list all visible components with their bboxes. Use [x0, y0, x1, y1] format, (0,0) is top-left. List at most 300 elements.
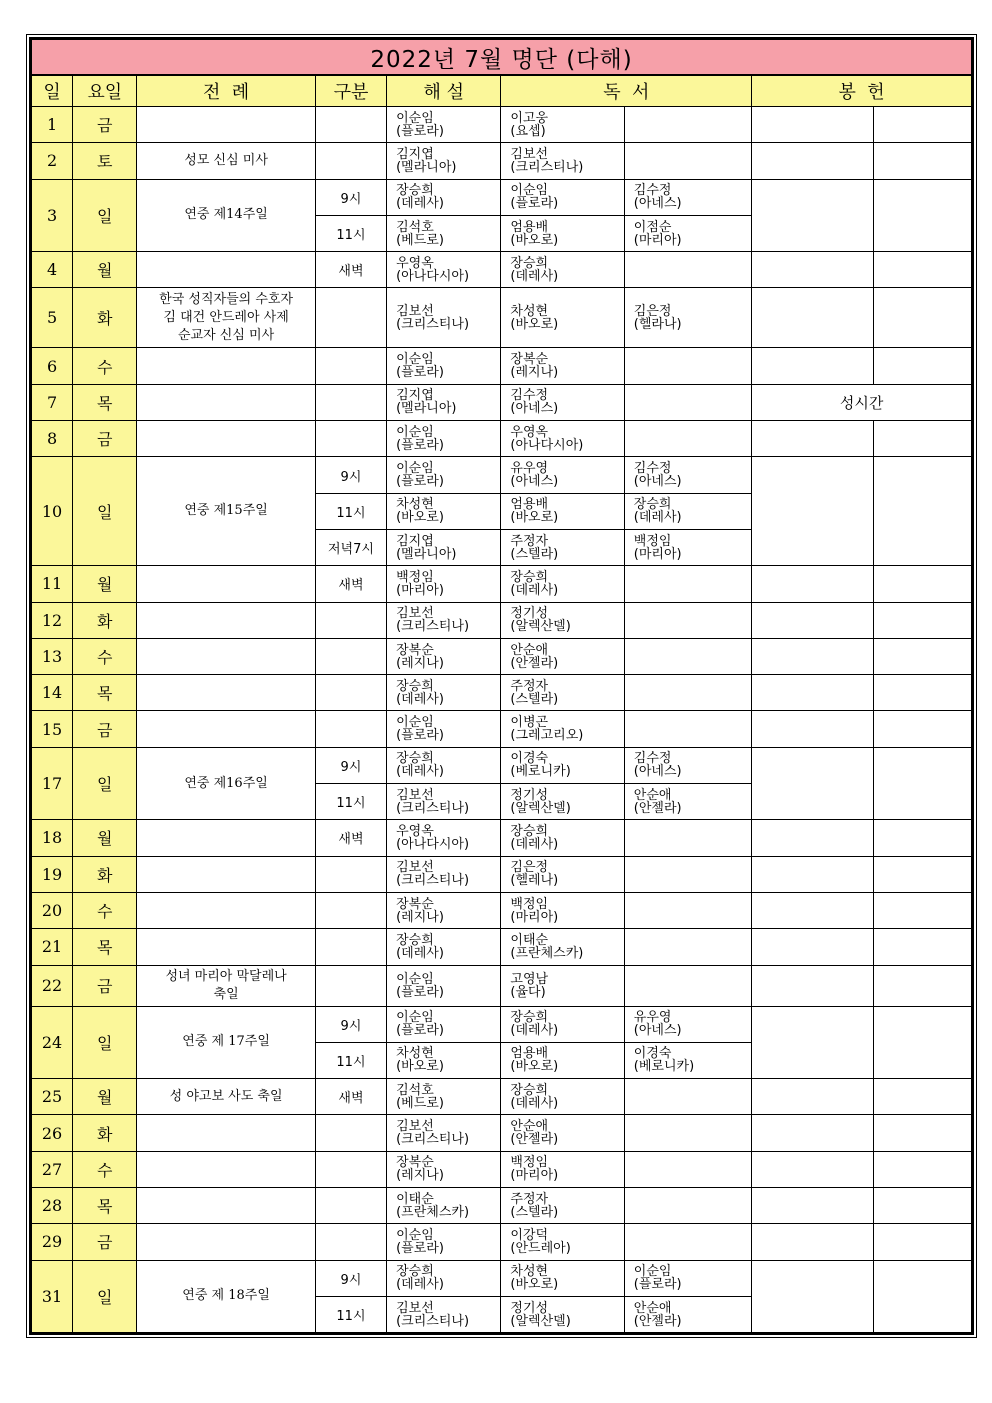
- table-row: [32, 421, 972, 457]
- table-row: [32, 1151, 972, 1187]
- person-line: (크리스티나): [396, 800, 470, 816]
- reader1-cell: [501, 1006, 624, 1042]
- person-line: 정기성: [510, 787, 549, 803]
- mass-time-cell: [315, 892, 386, 928]
- reader1-cell: [501, 179, 624, 215]
- weekday-cell: 목: [73, 929, 137, 965]
- reader1-cell: [501, 965, 624, 1006]
- commentator-cell: [387, 965, 501, 1006]
- day-cell: 14: [32, 675, 73, 711]
- mass-time-cell: 9시: [315, 747, 386, 783]
- commentator-cell: [387, 457, 501, 493]
- table-row: [32, 457, 972, 493]
- mass-time-cell: 9시: [315, 179, 386, 215]
- person-line: 장승희: [396, 183, 434, 199]
- person-line: (아네스): [633, 764, 682, 780]
- offering-cell-1: [752, 566, 873, 602]
- person-line: 이순임: [396, 1010, 434, 1026]
- person-line: (베로니카): [510, 764, 571, 780]
- person-line: 김보선: [396, 787, 434, 803]
- person-line: 엄용배: [510, 497, 549, 513]
- reader1-cell: [501, 1188, 624, 1224]
- header-liturgy: 전 례: [137, 75, 316, 107]
- person-line: (데레사): [396, 691, 444, 707]
- person-line: (알렉산델): [510, 1313, 571, 1329]
- reader1-cell: [501, 1115, 624, 1151]
- mass-time-cell: [315, 288, 386, 348]
- weekday-cell: 월: [73, 252, 137, 288]
- table-row: [32, 711, 972, 747]
- person-line: (베로니카): [633, 1059, 695, 1075]
- mass-time-cell: [315, 965, 386, 1006]
- person-line: 엄용배: [510, 1046, 549, 1062]
- mass-time-cell: 새벽: [315, 1079, 386, 1115]
- header-commentary: 해 설: [387, 75, 501, 107]
- liturgy-cell: [137, 711, 316, 747]
- person-line: 주정자: [510, 678, 549, 694]
- reader1-cell: [501, 1224, 624, 1260]
- person-line: 이경숙: [633, 1046, 672, 1062]
- table-row: [32, 1260, 972, 1296]
- person-line: 장승희: [396, 751, 434, 767]
- person-line: (마리아): [510, 909, 559, 925]
- person-line: 장승희: [396, 1264, 434, 1280]
- reader1-cell: [501, 1042, 624, 1078]
- person-line: 백정임: [510, 896, 549, 912]
- person-line: 김수정: [633, 183, 672, 199]
- person-line: (그레고리오): [510, 728, 584, 744]
- reader1-cell: [501, 493, 624, 529]
- person-line: (아나다시아): [396, 836, 470, 852]
- offering-cell-1: [752, 421, 873, 457]
- table-row: [32, 675, 972, 711]
- person-line: 안순애: [510, 1119, 549, 1135]
- person-line: 차성현: [510, 303, 549, 319]
- weekday-cell: 화: [73, 856, 137, 892]
- reader2-cell: [624, 348, 751, 384]
- weekday-cell: 금: [73, 107, 137, 143]
- mass-time-cell: 새벽: [315, 820, 386, 856]
- table-row: [32, 820, 972, 856]
- weekday-cell: 일: [73, 747, 137, 820]
- person-line: (데레사): [510, 836, 559, 852]
- person-line: (마리아): [510, 1168, 559, 1184]
- weekday-cell: 금: [73, 711, 137, 747]
- person-line: (데레사): [396, 764, 444, 780]
- weekday-cell: 일: [73, 1260, 137, 1333]
- liturgy-cell: [137, 1115, 316, 1151]
- person-line: 장승희: [510, 569, 549, 585]
- day-cell: 19: [32, 856, 73, 892]
- offering-cell-2: [873, 252, 971, 288]
- offering-cell-2: [873, 965, 971, 1006]
- person-line: 이순임: [396, 461, 434, 477]
- commentator-cell: [387, 1151, 501, 1187]
- weekday-cell: 금: [73, 965, 137, 1006]
- reader1-cell: [501, 892, 624, 928]
- table-row: [32, 638, 972, 674]
- person-line: 정기성: [510, 606, 549, 622]
- offering-cell-2: [873, 711, 971, 747]
- weekday-cell: 월: [73, 1079, 137, 1115]
- weekday-cell: 화: [73, 602, 137, 638]
- offering-cell-2: [873, 1188, 971, 1224]
- weekday-cell: 일: [73, 179, 137, 252]
- person-line: 이순임: [396, 352, 434, 368]
- liturgy-cell: [137, 1224, 316, 1260]
- offering-cell-1: [752, 892, 873, 928]
- person-line: (헬레나): [510, 873, 559, 889]
- person-line: (바오로): [510, 510, 559, 526]
- person-line: (플로라): [396, 474, 444, 490]
- person-line: (바오로): [396, 1059, 444, 1075]
- table-row: [32, 566, 972, 602]
- reader1-cell: [501, 288, 624, 348]
- table-row: [32, 1006, 972, 1042]
- person-line: 장승희: [510, 823, 549, 839]
- person-line: 김석호: [396, 1082, 434, 1098]
- liturgy-cell: 성 야고보 사도 축일: [137, 1079, 316, 1115]
- mass-time-cell: 9시: [315, 457, 386, 493]
- offering-cell-1: [752, 638, 873, 674]
- commentator-cell: [387, 215, 501, 251]
- header-day: 일: [32, 75, 73, 107]
- offering-cell-2: [873, 747, 971, 820]
- commentator-cell: [387, 929, 501, 965]
- mass-time-cell: [315, 638, 386, 674]
- reader1-cell: [501, 421, 624, 457]
- person-line: (바오로): [510, 316, 559, 332]
- day-cell: 25: [32, 1079, 73, 1115]
- mass-time-cell: [315, 711, 386, 747]
- person-line: 고영남: [510, 971, 549, 987]
- commentator-cell: [387, 1188, 501, 1224]
- commentator-cell: [387, 421, 501, 457]
- table-row: [32, 856, 972, 892]
- offering-cell-1: [752, 107, 873, 143]
- person-line: 장복순: [396, 1155, 434, 1171]
- reader2-cell: [624, 675, 751, 711]
- mass-time-cell: [315, 929, 386, 965]
- commentator-cell: [387, 1079, 501, 1115]
- mass-time-cell: [315, 107, 386, 143]
- person-line: (아네스): [510, 474, 559, 490]
- commentator-cell: [387, 820, 501, 856]
- offering-cell-1: [752, 856, 873, 892]
- liturgy-cell: [137, 638, 316, 674]
- weekday-cell: 목: [73, 1188, 137, 1224]
- offering-cell-1: [752, 348, 873, 384]
- offering-cell-1: [752, 1260, 873, 1333]
- liturgy-cell: [137, 820, 316, 856]
- reader2-cell: [624, 1296, 751, 1332]
- person-line: 이고웅: [510, 110, 549, 126]
- table-row: [32, 1188, 972, 1224]
- commentator-cell: [387, 179, 501, 215]
- liturgy-cell: 성모 신심 미사: [137, 143, 316, 179]
- offering-cell-2: [873, 1079, 971, 1115]
- person-line: 백정임: [633, 533, 672, 549]
- table-row: [32, 965, 972, 1006]
- person-line: (프란체스카): [396, 1204, 470, 1220]
- liturgy-cell: [137, 602, 316, 638]
- reader2-cell: [624, 529, 751, 565]
- day-cell: 15: [32, 711, 73, 747]
- person-line: (안젤라): [633, 800, 682, 816]
- liturgy-cell: 연중 제 17주일: [137, 1006, 316, 1079]
- reader2-cell: [624, 965, 751, 1006]
- weekday-cell: 일: [73, 457, 137, 566]
- person-line: 이순임: [396, 715, 434, 731]
- person-line: (베드로): [396, 232, 444, 248]
- person-line: 정기성: [510, 1300, 549, 1316]
- header-offering: 봉 헌: [752, 75, 972, 107]
- liturgy-cell: [137, 892, 316, 928]
- person-line: (크리스티나): [510, 159, 584, 175]
- offering-cell-1: [752, 1115, 873, 1151]
- commentator-cell: [387, 566, 501, 602]
- person-line: (헬라나): [633, 316, 682, 332]
- table-row: [32, 929, 972, 965]
- offering-cell-2: [873, 1260, 971, 1333]
- reader2-cell: [624, 892, 751, 928]
- commentator-cell: [387, 675, 501, 711]
- person-line: (마리아): [633, 546, 682, 562]
- reader1-cell: [501, 856, 624, 892]
- liturgy-cell: 연중 제14주일: [137, 179, 316, 252]
- person-line: 주정자: [510, 533, 549, 549]
- day-cell: 12: [32, 602, 73, 638]
- mass-time-cell: [315, 602, 386, 638]
- person-line: (데레사): [633, 510, 682, 526]
- mass-time-cell: [315, 1151, 386, 1187]
- day-cell: 6: [32, 348, 73, 384]
- person-line: (안젤라): [510, 1132, 559, 1148]
- reader2-cell: [624, 1042, 751, 1078]
- person-line: 이병곤: [510, 715, 549, 731]
- mass-time-cell: [315, 1188, 386, 1224]
- person-line: (마리아): [396, 582, 444, 598]
- day-cell: 31: [32, 1260, 73, 1333]
- person-line: (아네스): [510, 401, 559, 417]
- table-row: [32, 1079, 972, 1115]
- person-line: (아네스): [633, 196, 682, 212]
- offering-cell-2: [873, 675, 971, 711]
- person-line: (바오로): [396, 510, 444, 526]
- weekday-cell: 월: [73, 566, 137, 602]
- offering-cell: 성시간: [752, 384, 972, 420]
- commentator-cell: [387, 784, 501, 820]
- offering-cell-2: [873, 1151, 971, 1187]
- reader2-cell: [624, 288, 751, 348]
- offering-cell-1: [752, 1188, 873, 1224]
- person-line: 이강덕: [510, 1227, 549, 1243]
- day-cell: 26: [32, 1115, 73, 1151]
- table-row: [32, 179, 972, 215]
- reader2-cell: [624, 457, 751, 493]
- offering-cell-2: [873, 421, 971, 457]
- person-line: (스텔라): [510, 1204, 559, 1220]
- commentator-cell: [387, 747, 501, 783]
- roster-sheet: [29, 37, 974, 1335]
- table-row: [32, 747, 972, 783]
- reader2-cell: [624, 1260, 751, 1296]
- commentator-cell: [387, 252, 501, 288]
- offering-cell-1: [752, 143, 873, 179]
- person-line: (레지나): [396, 1168, 444, 1184]
- person-line: (데레사): [510, 582, 559, 598]
- reader2-cell: [624, 638, 751, 674]
- reader1-cell: [501, 384, 624, 420]
- offering-cell-2: [873, 457, 971, 566]
- reader2-cell: [624, 1115, 751, 1151]
- day-cell: 18: [32, 820, 73, 856]
- liturgy-cell: [137, 1151, 316, 1187]
- person-line: (스텔라): [510, 691, 559, 707]
- day-cell: 29: [32, 1224, 73, 1260]
- person-line: 김보선: [396, 860, 434, 876]
- person-line: 차성현: [396, 497, 434, 513]
- reader1-cell: [501, 348, 624, 384]
- day-cell: 28: [32, 1188, 73, 1224]
- person-line: (율다): [510, 984, 546, 1000]
- person-line: 장승희: [510, 1010, 549, 1026]
- person-line: 이순임: [396, 971, 434, 987]
- reader2-cell: [624, 1079, 751, 1115]
- commentator-cell: [387, 1260, 501, 1296]
- offering-cell-1: [752, 288, 873, 348]
- person-line: 장승희: [633, 497, 672, 513]
- person-line: 장복순: [510, 352, 549, 368]
- offering-cell-2: [873, 638, 971, 674]
- person-line: 김수정: [510, 388, 549, 404]
- reader2-cell: [624, 421, 751, 457]
- person-line: (플로라): [510, 196, 559, 212]
- person-line: (아나다시아): [510, 437, 584, 453]
- person-line: (알렉산델): [510, 619, 571, 635]
- weekday-cell: 목: [73, 384, 137, 420]
- commentator-cell: [387, 143, 501, 179]
- commentator-cell: [387, 1115, 501, 1151]
- person-line: (레지나): [510, 365, 559, 381]
- offering-cell-2: [873, 856, 971, 892]
- liturgy-cell: 연중 제 18주일: [137, 1260, 316, 1333]
- table-row: [32, 107, 972, 143]
- person-line: 김지엽: [396, 146, 434, 162]
- day-cell: 20: [32, 892, 73, 928]
- person-line: (크리스티나): [396, 619, 470, 635]
- reader2-cell: [624, 252, 751, 288]
- reader1-cell: [501, 784, 624, 820]
- reader2-cell: [624, 179, 751, 215]
- header-dow: 요일: [73, 75, 137, 107]
- page-title: 2022년 7월 명단 (다해): [32, 40, 972, 76]
- commentator-cell: [387, 1224, 501, 1260]
- person-line: (바오로): [510, 232, 559, 248]
- person-line: 안순애: [633, 787, 672, 803]
- person-line: 백정임: [510, 1155, 549, 1171]
- person-line: 엄용배: [510, 219, 549, 235]
- offering-cell-1: [752, 711, 873, 747]
- day-cell: 1: [32, 107, 73, 143]
- day-cell: 3: [32, 179, 73, 252]
- commentator-cell: [387, 638, 501, 674]
- commentator-cell: [387, 384, 501, 420]
- person-line: (아네스): [633, 474, 682, 490]
- day-cell: 5: [32, 288, 73, 348]
- liturgy-cell: [137, 384, 316, 420]
- person-line: (데레사): [510, 1023, 559, 1039]
- offering-cell-2: [873, 1115, 971, 1151]
- commentator-cell: [387, 1296, 501, 1332]
- person-line: 우영옥: [396, 823, 434, 839]
- person-line: 김석호: [396, 219, 434, 235]
- person-line: 김수정: [633, 461, 672, 477]
- mass-time-cell: 11시: [315, 1042, 386, 1078]
- offering-cell-1: [752, 1079, 873, 1115]
- person-line: 안순애: [510, 642, 549, 658]
- table-row: [32, 602, 972, 638]
- person-line: 이순임: [396, 424, 434, 440]
- person-line: (플로라): [396, 365, 444, 381]
- reader2-cell: [624, 602, 751, 638]
- person-line: (스텔라): [510, 546, 559, 562]
- person-line: (플로라): [396, 123, 444, 139]
- day-cell: 8: [32, 421, 73, 457]
- reader1-cell: [501, 107, 624, 143]
- liturgy-cell: [137, 421, 316, 457]
- offering-cell-2: [873, 929, 971, 965]
- commentator-cell: [387, 856, 501, 892]
- person-line: 이경숙: [510, 751, 549, 767]
- offering-cell-1: [752, 179, 873, 252]
- commentator-cell: [387, 1042, 501, 1078]
- offering-cell-1: [752, 965, 873, 1006]
- person-line: 김지엽: [396, 388, 434, 404]
- day-cell: 21: [32, 929, 73, 965]
- offering-cell-2: [873, 1006, 971, 1079]
- person-line: 이순임: [396, 1227, 434, 1243]
- person-line: 장복순: [396, 896, 434, 912]
- reader1-cell: [501, 1260, 624, 1296]
- person-line: (베드로): [396, 1095, 444, 1111]
- reader1-cell: [501, 529, 624, 565]
- mass-time-cell: 새벽: [315, 566, 386, 602]
- person-line: 이순임: [510, 183, 549, 199]
- person-line: 장승희: [510, 1082, 549, 1098]
- mass-time-cell: 11시: [315, 784, 386, 820]
- person-line: 유우영: [633, 1010, 672, 1026]
- mass-time-cell: [315, 675, 386, 711]
- person-line: (플로라): [396, 728, 444, 744]
- weekday-cell: 목: [73, 675, 137, 711]
- person-line: (플로라): [633, 1277, 682, 1293]
- day-cell: 10: [32, 457, 73, 566]
- mass-time-cell: [315, 421, 386, 457]
- person-line: 장승희: [510, 255, 549, 271]
- weekday-cell: 금: [73, 1224, 137, 1260]
- commentator-cell: [387, 1006, 501, 1042]
- person-line: (데레사): [396, 945, 444, 961]
- reader2-cell: [624, 711, 751, 747]
- day-cell: 7: [32, 384, 73, 420]
- reader1-cell: [501, 566, 624, 602]
- person-line: 이순임: [396, 110, 434, 126]
- person-line: (안젤라): [510, 655, 559, 671]
- reader1-cell: [501, 143, 624, 179]
- table-row: [32, 348, 972, 384]
- day-cell: 13: [32, 638, 73, 674]
